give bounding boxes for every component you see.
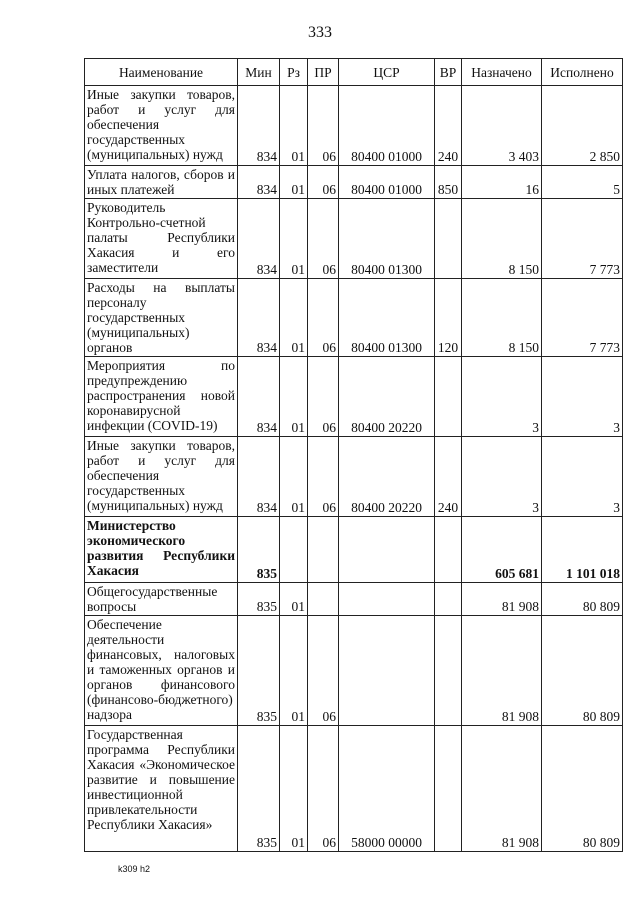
row-assigned: 3 403 xyxy=(462,86,542,166)
row-name: Руководитель Контрольно-счетной палаты Республики Хакасия и его заместители xyxy=(85,199,238,279)
row-executed: 3 xyxy=(542,437,623,517)
row-executed: 80 809 xyxy=(542,726,623,852)
row-rz: 01 xyxy=(280,583,308,616)
table-row xyxy=(85,726,623,852)
row-executed: 3 xyxy=(542,357,623,437)
table-row xyxy=(85,86,623,166)
row-csr: 80400 20220 xyxy=(339,437,435,517)
row-assigned: 605 681 xyxy=(462,517,542,583)
row-executed: 2 850 xyxy=(542,86,623,166)
row-executed: 80 809 xyxy=(542,616,623,726)
row-vr: 240 xyxy=(435,437,462,517)
row-assigned: 3 xyxy=(462,437,542,517)
row-csr: 80400 01300 xyxy=(339,279,435,357)
row-rz: 01 xyxy=(280,279,308,357)
row-name: Обеспечение деятельности финансовых, налоговых и таможенных органов и органов финансового (финансово-бюджетного) надзора xyxy=(85,616,238,726)
header-name: Наименование xyxy=(85,59,238,86)
row-vr xyxy=(435,199,462,279)
row-pr xyxy=(308,517,339,583)
row-csr xyxy=(339,616,435,726)
table-body xyxy=(85,86,623,852)
row-rz: 01 xyxy=(280,616,308,726)
row-rz: 01 xyxy=(280,166,308,199)
table-row xyxy=(85,357,623,437)
row-assigned: 3 xyxy=(462,357,542,437)
row-name: Мероприятия по предупреждению распространения новой коронавирусной инфекции (COVID-19) xyxy=(85,357,238,437)
row-pr: 06 xyxy=(308,199,339,279)
table-row xyxy=(85,583,623,616)
row-min: 834 xyxy=(238,357,280,437)
header-assigned: Назначено xyxy=(462,59,542,86)
table-row xyxy=(85,616,623,726)
row-name: Уплата налогов, сборов и иных платежей xyxy=(85,166,238,199)
header-executed: Исполнено xyxy=(542,59,623,86)
row-csr: 80400 20220 xyxy=(339,357,435,437)
header-rz: Рз xyxy=(280,59,308,86)
row-min: 835 xyxy=(238,616,280,726)
row-csr: 80400 01000 xyxy=(339,166,435,199)
row-name: Государственная программа Республики Хакасия «Экономическое развитие и повышение инвестиционной привлекательности Республики Хакасия» xyxy=(85,726,238,852)
row-csr xyxy=(339,583,435,616)
page-number: 333 xyxy=(308,24,332,41)
row-assigned: 81 908 xyxy=(462,583,542,616)
row-pr: 06 xyxy=(308,616,339,726)
header-pr: ПР xyxy=(308,59,339,86)
row-assigned: 16 xyxy=(462,166,542,199)
row-vr xyxy=(435,583,462,616)
row-name: Общегосударственные вопросы xyxy=(85,583,238,616)
row-pr xyxy=(308,583,339,616)
row-vr xyxy=(435,357,462,437)
row-assigned: 8 150 xyxy=(462,279,542,357)
row-rz xyxy=(280,517,308,583)
row-min: 834 xyxy=(238,199,280,279)
row-rz: 01 xyxy=(280,86,308,166)
table-header-row xyxy=(85,59,623,86)
row-pr: 06 xyxy=(308,279,339,357)
row-csr: 80400 01300 xyxy=(339,199,435,279)
table-row xyxy=(85,166,623,199)
row-csr xyxy=(339,517,435,583)
table-row xyxy=(85,279,623,357)
row-min: 834 xyxy=(238,166,280,199)
row-executed: 7 773 xyxy=(542,199,623,279)
row-pr: 06 xyxy=(308,357,339,437)
row-vr xyxy=(435,616,462,726)
row-rz: 01 xyxy=(280,199,308,279)
row-rz: 01 xyxy=(280,726,308,852)
row-vr xyxy=(435,517,462,583)
row-name: Расходы на выплаты персоналу государственных (муниципальных) органов xyxy=(85,279,238,357)
row-assigned: 81 908 xyxy=(462,616,542,726)
row-min: 835 xyxy=(238,517,280,583)
row-min: 834 xyxy=(238,279,280,357)
row-min: 834 xyxy=(238,86,280,166)
row-rz: 01 xyxy=(280,357,308,437)
row-rz: 01 xyxy=(280,437,308,517)
row-min: 835 xyxy=(238,583,280,616)
row-csr: 58000 00000 xyxy=(339,726,435,852)
footer-code: k309 h2 xyxy=(118,864,151,874)
row-vr: 850 xyxy=(435,166,462,199)
row-csr: 80400 01000 xyxy=(339,86,435,166)
row-pr: 06 xyxy=(308,166,339,199)
row-executed: 1 101 018 xyxy=(542,517,623,583)
header-min: Мин xyxy=(238,59,280,86)
row-name: Иные закупки товаров, работ и услуг для обеспечения государственных (муниципальных) нужд xyxy=(85,86,238,166)
table-row xyxy=(85,437,623,517)
header-csr: ЦСР xyxy=(339,59,435,86)
row-vr: 240 xyxy=(435,86,462,166)
row-assigned: 8 150 xyxy=(462,199,542,279)
header-vr: ВР xyxy=(435,59,462,86)
row-pr: 06 xyxy=(308,437,339,517)
row-min: 834 xyxy=(238,437,280,517)
row-pr: 06 xyxy=(308,726,339,852)
row-min: 835 xyxy=(238,726,280,852)
row-pr: 06 xyxy=(308,86,339,166)
row-name: Министерство экономического развития Республики Хакасия xyxy=(85,517,238,583)
row-executed: 80 809 xyxy=(542,583,623,616)
row-vr: 120 xyxy=(435,279,462,357)
budget-table xyxy=(84,58,623,852)
row-executed: 7 773 xyxy=(542,279,623,357)
table-row xyxy=(85,517,623,583)
row-name: Иные закупки товаров, работ и услуг для обеспечения государственных (муниципальных) нужд xyxy=(85,437,238,517)
table-row xyxy=(85,199,623,279)
row-assigned: 81 908 xyxy=(462,726,542,852)
row-vr xyxy=(435,726,462,852)
row-executed: 5 xyxy=(542,166,623,199)
